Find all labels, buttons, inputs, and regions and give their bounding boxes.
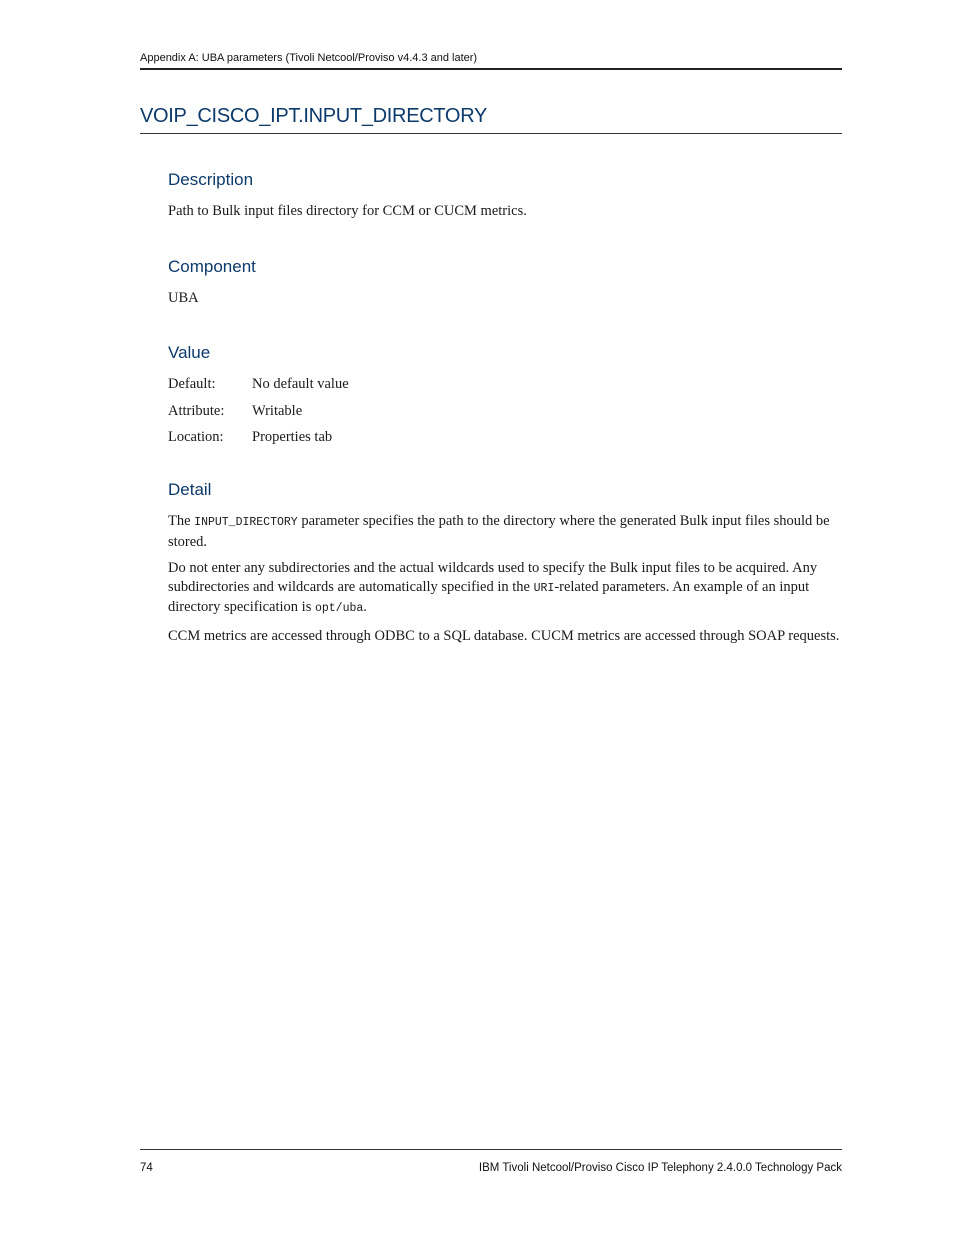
header-rule: [140, 68, 842, 70]
text-run: The: [168, 513, 195, 529]
code-uri: URI: [533, 581, 555, 595]
footer: [140, 1162, 842, 1174]
value-key: Location:: [168, 429, 224, 445]
description-section: [168, 170, 842, 221]
detail-heading: Detail: [168, 480, 212, 499]
value-row-attribute: [168, 402, 842, 420]
page-number: 74: [140, 1162, 153, 1174]
value-val: Writable: [252, 402, 303, 419]
component-heading: Component: [168, 256, 256, 276]
value-key: Default:: [168, 376, 216, 392]
value-val: No default value: [252, 376, 349, 392]
text-run: parameter specifies the path to the directory where the generated Bulk input files should be stored.: [168, 513, 830, 550]
description-heading: Description: [168, 170, 254, 189]
detail-paragraph-3: CCM metrics are accessed through ODBC to a SQL database. CUCM metrics are accessed through SOAP requests.: [168, 627, 840, 644]
value-val: Properties tab: [252, 429, 333, 445]
code-input-directory: INPUT_DIRECTORY: [194, 516, 298, 529]
text-run: .: [363, 599, 367, 615]
page-content: [168, 170, 842, 681]
value-heading: Value: [168, 343, 211, 362]
value-row-default: [168, 375, 842, 393]
book-title: IBM Tivoli Netcool/Proviso Cisco IP Telephony 2.4.0.0 Technology Pack: [478, 1162, 842, 1174]
page-title: VOIP_CISCO_IPT.INPUT_DIRECTORY: [140, 105, 488, 127]
detail-section: [168, 480, 842, 645]
component-text: UBA: [168, 289, 199, 306]
value-key: Attribute:: [168, 402, 225, 419]
code-opt-uba: opt/uba: [314, 602, 364, 615]
title-rule: [140, 133, 842, 134]
description-text: Path to Bulk input files directory for CCM or CUCM metrics.: [168, 203, 527, 219]
detail-paragraph-1: [168, 512, 842, 551]
text-run: Do not enter any subdirectories and the actual wildcards used to specify the Bulk input files to be acquired. Any subdirectories and wildcards are automatically specified in the: [168, 560, 818, 595]
component-section: [168, 257, 842, 308]
detail-paragraph-2: [168, 559, 842, 619]
text-run: -related parameters. An example of an input directory specification is: [168, 578, 810, 615]
value-section: [168, 343, 842, 446]
footer-rule: [140, 1149, 842, 1150]
running-head: Appendix A: UBA parameters (Tivoli Netcool/Proviso v4.4.3 and later): [140, 52, 478, 64]
value-row-location: [168, 428, 842, 446]
